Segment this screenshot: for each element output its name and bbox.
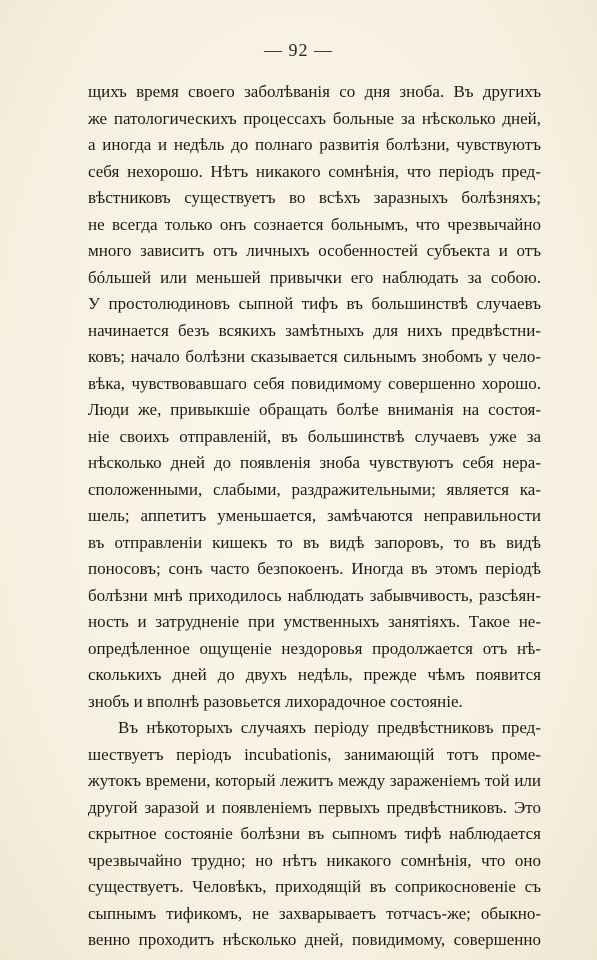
- text-line: знобъ и вполнѣ разовьется лихорадочное состояніе.: [88, 691, 463, 711]
- text-line: другой заразой и появленіемъ первыхъ предвѣстниковъ. Это: [88, 797, 541, 817]
- text-line: много зависитъ отъ личныхъ особенностей субъекта и отъ: [88, 241, 541, 260]
- text-line: скрытное состояніе болѣзни въ сыпномъ тифѣ наблюдается: [88, 824, 541, 843]
- body-text: [88, 79, 541, 954]
- text-line: въ отправленіи кишекъ то въ видѣ запоровъ, то въ видѣ: [88, 532, 541, 552]
- text-line: же патологическихъ процессахъ больные за нѣсколько дней,: [88, 108, 541, 128]
- text-line: щихъ время своего заболѣванія со дня зноба. Въ другихъ: [88, 82, 541, 101]
- text-line: поносовъ; сонъ часто безпокоенъ. Иногда въ этомъ періодѣ: [88, 559, 541, 578]
- text-line: сколькихъ дней до двухъ недѣль, прежде чѣмъ появится: [88, 665, 541, 684]
- text-line: чрезвычайно трудно; но нѣтъ никакого сомнѣнія, что оно: [88, 850, 541, 870]
- text-line: не всегда только онъ сознается больнымъ, что чрезвычайно: [88, 214, 541, 234]
- text-line: шествуетъ періодъ incubationis, занимающій тотъ проме-: [88, 744, 541, 764]
- text-line: сыпнымъ тификомъ, не захварываетъ тотчасъ-же; обыкно-: [88, 903, 541, 923]
- text-line: себя нехорошо. Нѣтъ никакого сомнѣнія, что періодъ пред-: [88, 161, 541, 181]
- text-line: жутокъ времени, который лежитъ между зараженіемъ той или: [88, 771, 541, 790]
- text-line: существуетъ. Человѣкъ, приходящій въ соприкосновеніе съ: [88, 877, 541, 896]
- text-line: начинается безъ всякихъ замѣтныхъ для нихъ предвѣстни-: [88, 320, 541, 340]
- text-line: ность и затрудненіе при умственныхъ занятіяхъ. Такое не-: [88, 612, 541, 631]
- text-line: Въ нѣкоторыхъ случаяхъ періоду предвѣстниковъ пред-: [118, 718, 541, 737]
- text-line: вѣка, чувствовавшаго себя повидимому совершенно хорошо.: [88, 373, 541, 393]
- text-line: сположенными, слабыми, раздражительными; является ка-: [88, 479, 541, 499]
- text-line: нѣсколько дней до появленія зноба чувствуютъ себя нера-: [88, 453, 541, 472]
- text-line: ковъ; начало болѣзни сказывается сильнымъ знобомъ у чело-: [88, 347, 541, 366]
- text-line: опредѣленное ощущеніе нездоровья продолжается отъ нѣ-: [88, 638, 541, 658]
- text-line: вѣстниковъ существуетъ во всѣхъ заразныхъ болѣзняхъ;: [88, 188, 541, 207]
- text-line: ніе своихъ отправленій, въ большинствѣ случаевъ уже за: [88, 426, 541, 446]
- text-line: У простолюдиновъ сыпной тифъ въ большинствѣ случаевъ: [88, 294, 541, 313]
- text-line: бóльшей или меньшей привычки его наблюдать за собою.: [88, 267, 541, 287]
- text-line: болѣзни мнѣ приходилось наблюдать забывчивость, разсѣян-: [88, 585, 541, 605]
- text-line: венно проходитъ нѣсколько дней, повидимому, совершенно: [88, 930, 541, 949]
- text-line: Люди же, привыкшіе обращать болѣе вниманія на состоя-: [88, 400, 541, 419]
- page-number-header: — 92 —: [264, 40, 333, 60]
- text-line: шель; аппетитъ уменьшается, замѣчаются неправильности: [88, 506, 541, 525]
- text-line: а иногда и недѣль до полнаго развитія болѣзни, чувствуютъ: [88, 135, 541, 154]
